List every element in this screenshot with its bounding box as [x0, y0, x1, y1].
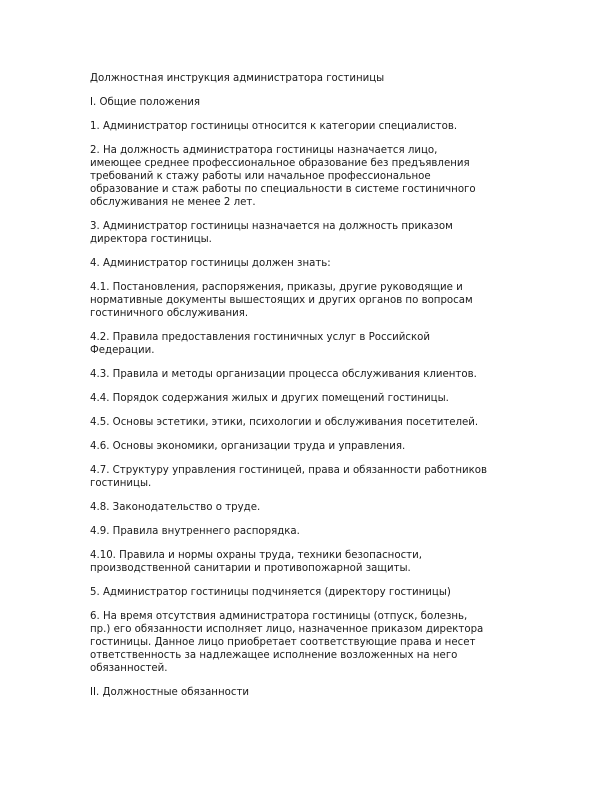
paragraph-4-1: 4.1. Постановления, распоряжения, приказы, другие руководящие и нормативные документы вышестоящих и других органов по вопросам гостиничного обслуживания. [90, 282, 473, 319]
paragraph-3: 3. Администратор гостиницы назначается на должность приказом директора гостиницы. [90, 221, 453, 245]
paragraph-4-10: 4.10. Правила и нормы охраны труда, техники безопасности, производственной санитарии и противопожарной защиты. [90, 550, 422, 574]
paragraph-4-4: 4.4. Порядок содержания жилых и других помещений гостиницы. [90, 393, 449, 404]
section-heading-duties: II. Должностные обязанности [90, 687, 250, 698]
section-heading-general: I. Общие положения [90, 97, 200, 108]
paragraph-4-9: 4.9. Правила внутреннего распорядка. [90, 526, 300, 537]
paragraph-4-7: 4.7. Структуру управления гостиницей, права и обязанности работников гостиницы. [90, 465, 488, 489]
paragraph-4-8: 4.8. Законодательство о труде. [90, 502, 261, 513]
paragraph-2: 2. На должность администратора гостиницы назначается лицо, имеющее среднее профессиональное образование без предъявления требований к стажу работы или начальное профессиональное образование и стаж работы по специальности в системе гостиничного обслуживания не менее 2 лет. [90, 145, 476, 208]
document-title: Должностная инструкция администратора гостиницы [90, 73, 385, 84]
paragraph-4-3: 4.3. Правила и методы организации процесса обслуживания клиентов. [90, 369, 477, 380]
paragraph-4: 4. Администратор гостиницы должен знать: [90, 258, 331, 269]
paragraph-6: 6. На время отсутствия администратора гостиницы (отпуск, болезнь, пр.) его обязанности исполняет лицо, назначенное приказом директора гостиницы. Данное лицо приобретает соответствующие права и несет ответственность за надлежащее исполнение возложенных на него обязанностей. [90, 611, 484, 674]
paragraph-4-2: 4.2. Правила предоставления гостиничных услуг в Российской Федерации. [90, 332, 430, 356]
paragraph-4-5: 4.5. Основы эстетики, этики, психологии и обслуживания посетителей. [90, 417, 479, 428]
paragraph-5: 5. Администратор гостиницы подчиняется (директору гостиницы) [90, 587, 451, 598]
paragraph-1: 1. Администратор гостиницы относится к категории специалистов. [90, 121, 458, 132]
paragraph-4-6: 4.6. Основы экономики, организации труда и управления. [90, 441, 406, 452]
